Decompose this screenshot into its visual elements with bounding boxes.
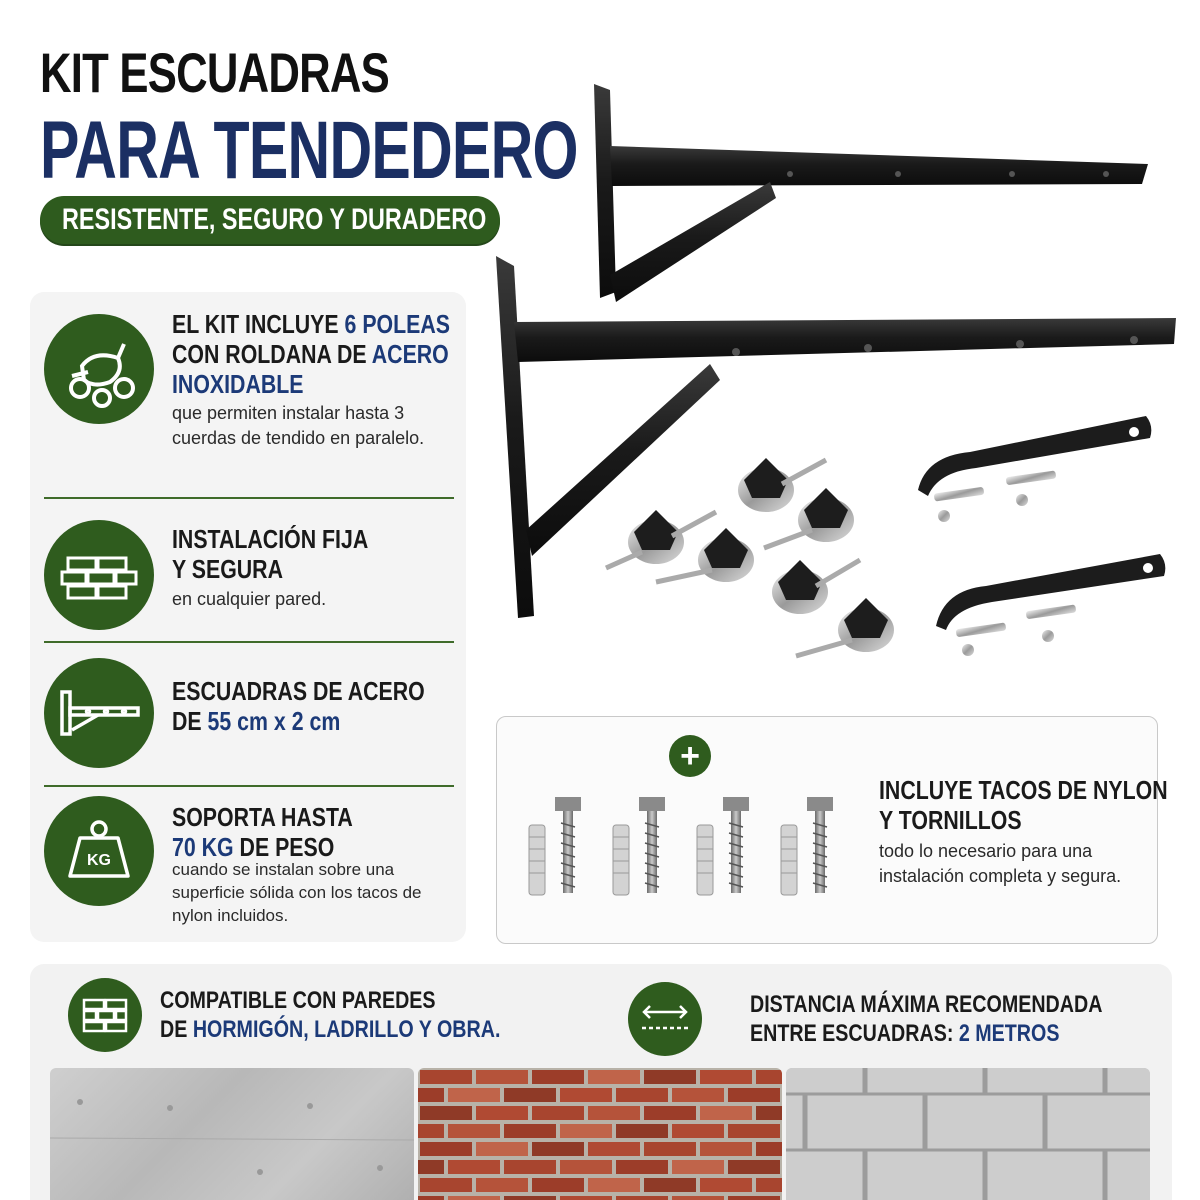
anchors-screws-illustration: [521, 793, 841, 903]
pulley-icon: [44, 314, 154, 424]
compat-text: COMPATIBLE CON PAREDES DE HORMIGÓN, LADRILLO Y OBRA.: [160, 987, 501, 1043]
weight-kg-icon: [44, 796, 154, 906]
hardware-title: INCLUYE TACOS DE NYLON Y TORNILLOS: [879, 775, 1168, 835]
brick-wall-swatch: [418, 1068, 782, 1200]
feature-installation-desc: en cualquier pared.: [172, 589, 327, 609]
tagline-text: RESISTENTE, SEGURO Y DURADERO: [62, 203, 487, 236]
weight-kg-label: KG: [87, 852, 111, 869]
concrete-wall-swatch: [50, 1068, 414, 1200]
feature-weight-desc: cuando se instalan sobre una superficie sólida con los tacos de nylon incluidos.: [172, 860, 422, 925]
plus-icon: +: [669, 735, 711, 777]
wall-straps: [918, 416, 1165, 656]
feature-pulleys-desc: que permiten instalar hasta 3 cuerdas de tendido en paralelo.: [172, 403, 425, 448]
distance-text: DISTANCIA MÁXIMA RECOMENDADA ENTRE ESCUADRAS: 2 METROS: [750, 991, 1103, 1047]
tagline-banner: [40, 196, 500, 244]
block-wall-swatch: [786, 1068, 1150, 1200]
feature-weight: [30, 786, 466, 942]
pulleys: [606, 458, 894, 656]
distance-arrow-icon: [628, 982, 702, 1056]
title-line-2: PARA TENDEDERO: [40, 105, 578, 196]
hardware-desc: todo lo necesario para una instalación completa y segura.: [879, 841, 1122, 886]
brick-wall-icon: [44, 520, 154, 630]
title-line-1: KIT ESCUADRAS: [40, 41, 390, 104]
feature-brackets: [30, 642, 466, 786]
feature-brackets-title: ESCUADRAS DE ACERO DE 55 cm x 2 cm: [172, 676, 425, 736]
feature-weight-title: SOPORTA HASTA 70 KG DE PESO: [172, 802, 353, 862]
product-illustration: [470, 70, 1190, 690]
feature-pulleys-title: EL KIT INCLUYE 6 POLEAS CON ROLDANA DE ACERO INOXIDABLE: [172, 309, 451, 399]
features-panel: [30, 292, 466, 942]
bracket-icon: [44, 658, 154, 768]
feature-installation: [30, 498, 466, 642]
feature-installation-title: INSTALACIÓN FIJA Y SEGURA: [172, 524, 369, 584]
brick-wall-icon: [68, 978, 142, 1052]
feature-pulleys: [30, 292, 466, 498]
bracket-back: [594, 84, 1148, 302]
hardware-box: [496, 716, 1168, 944]
